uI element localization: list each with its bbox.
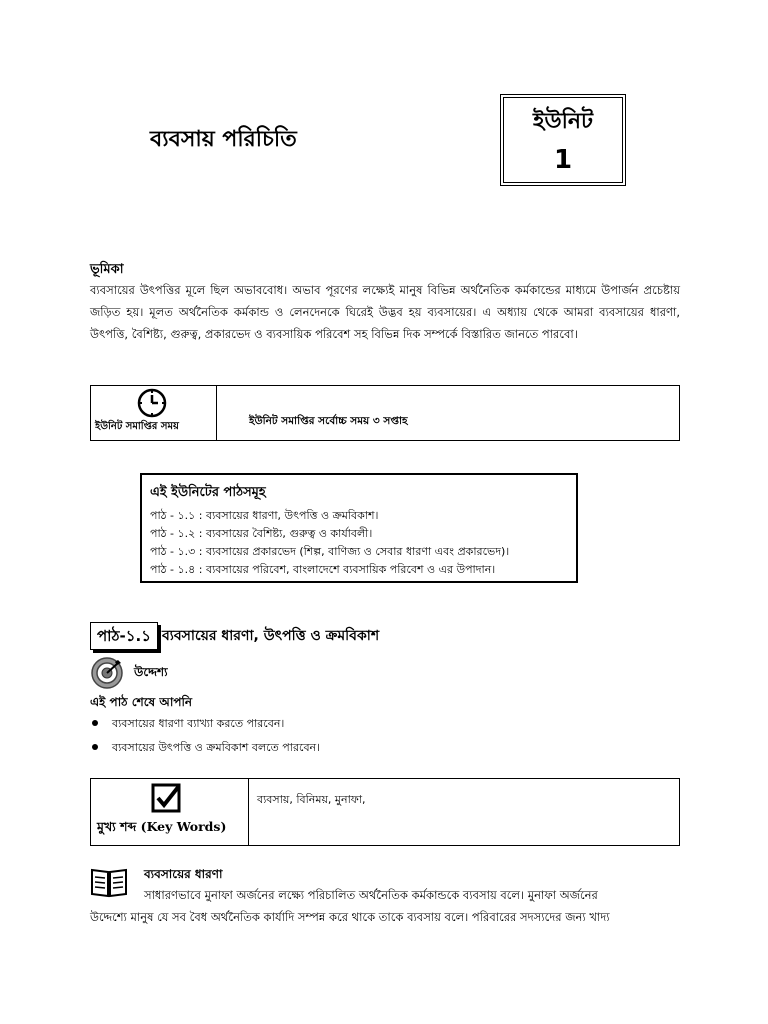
intro-paragraph: ব্যবসায়ের উৎপত্তির মূলে ছিল অভাববোধ। অভাব পূরণের লক্ষ্যেই মানুষ বিভিন্ন অর্থনৈতিক কর্মকান্ডের মাধ্যমে উপার্জন প্রচেষ্টায় জড়িত হয়। মূলত অর্থনৈতিক কর্মকান্ড ও লেনদেনকে ঘিরেই উদ্ভব হয় ব্যবসায়ের। এ অধ্যায় থেকে আমরা ব্যবসায়ের ধারণা, উৎপত্তি, বৈশিষ্ট্য, গুরুত্ব, প্রকারভেদ ও ব্যবসায়িক পরিবেশ সহ বিভিন্ন দিক সম্পর্কে বিস্তারিত জানতে পারবো। <box>90 283 680 341</box>
lessons-heading: এই ইউনিটের পাঠসমূহ <box>150 485 266 500</box>
lesson-title: ব্যবসায়ের ধারণা, উৎপত্তি ও ক্রমবিকাশ <box>162 628 380 644</box>
concept-paragraph-line: উদ্দেশ্যে মানুষ যে সব বৈধ অর্থনৈতিক কার্যাদি সম্পন্ন করে থাকে তাকে ব্যবসায় বলে। পরিবারের সদস্যদের জন্য খাদ্য <box>90 910 610 924</box>
time-duration-text: ইউনিট সমাপ্তির সর্বোচ্চ সময় ৩ সপ্তাহ <box>249 415 408 427</box>
time-label: ইউনিট সমাপ্তির সময় <box>95 421 179 432</box>
keywords-table <box>90 778 680 846</box>
time-cell-left <box>91 386 217 440</box>
unit-box <box>500 94 626 186</box>
clock-icon <box>137 388 167 418</box>
lesson-list-item: পাঠ - ১.২ : ব্যবসায়ের বৈশিষ্ট্য, গুরুত্ব ও কার্যাবলী। <box>150 527 373 540</box>
target-icon <box>90 656 124 690</box>
unit-number: 1 <box>553 145 573 175</box>
checkbox-icon <box>151 783 183 813</box>
lesson-tag: পাঠ-১.১ <box>90 622 158 650</box>
objective-text: ব্যবসায়ের উৎপত্তি ও ক্রমবিকাশ বলতে পারবেন। <box>112 741 321 754</box>
lesson-list-item: পাঠ - ১.৩ : ব্যবসায়ের প্রকারভেদ (শিল্প, বাণিজ্য ও সেবার ধারণা এবং প্রকারভেদ)। <box>150 545 510 558</box>
concept-heading: ব্যবসায়ের ধারণা <box>144 867 223 881</box>
page-title: ব্যবসায় পরিচিতি <box>150 127 297 152</box>
book-icon <box>90 866 128 898</box>
lesson-list-item: পাঠ - ১.১ : ব্যবসায়ের ধারণা, উৎপত্তি ও ক্রমবিকাশ। <box>150 509 379 522</box>
list-item <box>90 736 320 760</box>
lessons-box <box>140 473 578 583</box>
list-item <box>90 712 320 736</box>
objective-intro: এই পাঠ শেষে আপনি <box>90 695 193 709</box>
objectives-list <box>90 712 320 760</box>
keywords-label: মুখ্য শব্দ (Key Words) <box>97 819 227 834</box>
intro-heading: ভূমিকা <box>90 262 124 277</box>
concept-paragraph-line: সাধারণভাবে মুনাফা অর্জনের লক্ষ্যে পরিচালিত অর্থনৈতিক কর্মকান্ডকে ব্যবসায় বলে। মুনাফা অর্জনের <box>144 888 598 902</box>
objective-label: উদ্দেশ্য <box>134 665 168 679</box>
keywords-cell-left <box>91 779 249 845</box>
unit-time-table <box>90 385 680 441</box>
lesson-list-item: পাঠ - ১.৪ : ব্যবসায়ের পরিবেশ, বাংলাদেশে ব্যবসায়িক পরিবেশ ও এর উপাদান। <box>150 563 496 576</box>
unit-label: ইউনিট <box>533 109 593 134</box>
keywords-values: ব্যবসায়, বিনিময়, মুনাফা, <box>257 793 366 806</box>
objective-text: ব্যবসায়ের ধারণা ব্যাখ্যা করতে পারবেন। <box>112 717 285 730</box>
